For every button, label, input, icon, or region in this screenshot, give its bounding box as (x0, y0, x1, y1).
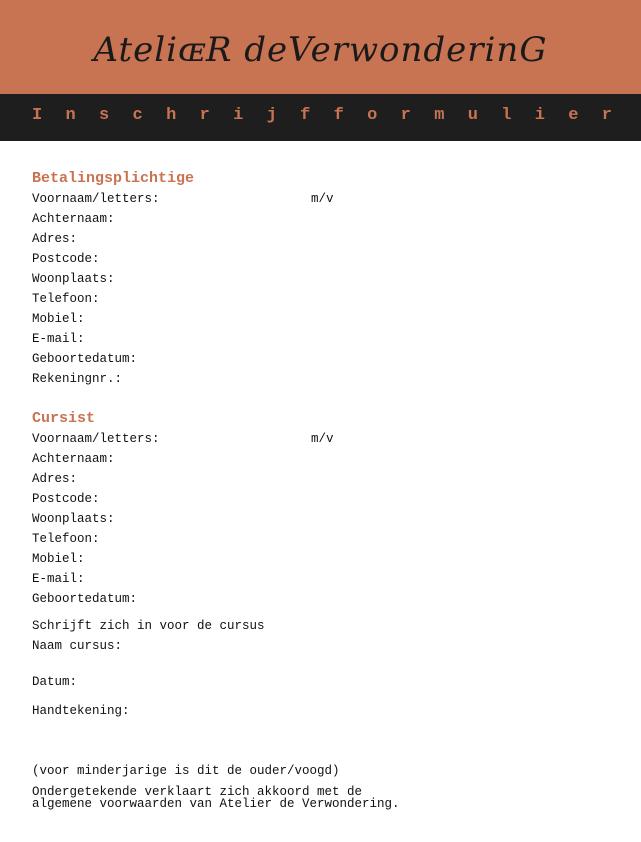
payer-field-phone: Telefoon: (32, 292, 100, 306)
guardian-note: (voor minderjarige is dit de ouder/voogd) (32, 764, 340, 778)
student-field-address: Adres: (32, 472, 78, 486)
payer-field-first-name (32, 189, 334, 209)
form-title-letter: f (333, 106, 344, 125)
payer-field-last-name: Achternaam: (32, 212, 115, 226)
signature-label: Handtekening: (32, 704, 130, 718)
form-title-letter: s (99, 106, 110, 125)
form-title (32, 106, 612, 125)
student-section-title: Cursist (32, 410, 96, 427)
student-field-phone: Telefoon: (32, 532, 100, 546)
agreement-line-1: Ondergetekende verklaart zich akkoord met de (32, 785, 363, 799)
field-label: Voornaam/letters: (32, 192, 160, 206)
date-label: Datum: (32, 675, 78, 689)
logo: AteliɶR deVerwonderinG (93, 30, 548, 70)
form-title-letter: e (568, 106, 579, 125)
payer-field-mobile: Mobiel: (32, 312, 85, 326)
header-bar (0, 0, 641, 94)
form-title-letter: u (467, 106, 478, 125)
payer-section (32, 169, 334, 389)
course-name-label: Naam cursus: (32, 639, 123, 653)
form-title-letter: i (233, 106, 244, 125)
form-title-letter: n (65, 106, 76, 125)
payer-field-address: Adres: (32, 232, 78, 246)
form-title-letter: j (266, 106, 277, 125)
student-field-city: Woonplaats: (32, 512, 115, 526)
form-title-letter: r (199, 106, 210, 125)
student-field-first-name (32, 429, 334, 449)
student-field-postcode: Postcode: (32, 492, 100, 506)
payer-field-email: E-mail: (32, 332, 85, 346)
form-title-letter: m (434, 106, 445, 125)
student-section (32, 409, 334, 609)
field-label: Voornaam/letters: (32, 432, 160, 446)
gender-label: m/v (311, 192, 334, 206)
student-field-last-name: Achternaam: (32, 452, 115, 466)
payer-section-title: Betalingsplichtige (32, 170, 195, 187)
form-title-letter: l (501, 106, 512, 125)
form-title-letter: h (166, 106, 177, 125)
form-title-letter: r (400, 106, 411, 125)
payer-field-city: Woonplaats: (32, 272, 115, 286)
form-title-letter: r (601, 106, 612, 125)
form-title-letter: i (534, 106, 545, 125)
form-title-letter: f (300, 106, 311, 125)
payer-field-account: Rekeningnr.: (32, 372, 123, 386)
agreement-line-2: algemene voorwaarden van Atelier de Verwondering. (32, 797, 400, 811)
payer-field-birthdate: Geboortedatum: (32, 352, 138, 366)
form-title-letter: c (132, 106, 143, 125)
form-title-letter: o (367, 106, 378, 125)
title-banner (0, 94, 641, 141)
student-field-email: E-mail: (32, 572, 85, 586)
student-field-mobile: Mobiel: (32, 552, 85, 566)
form-title-letter: I (32, 106, 43, 125)
enroll-text: Schrijft zich in voor de cursus (32, 619, 265, 633)
payer-field-postcode: Postcode: (32, 252, 100, 266)
gender-label: m/v (311, 432, 334, 446)
student-field-birthdate: Geboortedatum: (32, 592, 138, 606)
